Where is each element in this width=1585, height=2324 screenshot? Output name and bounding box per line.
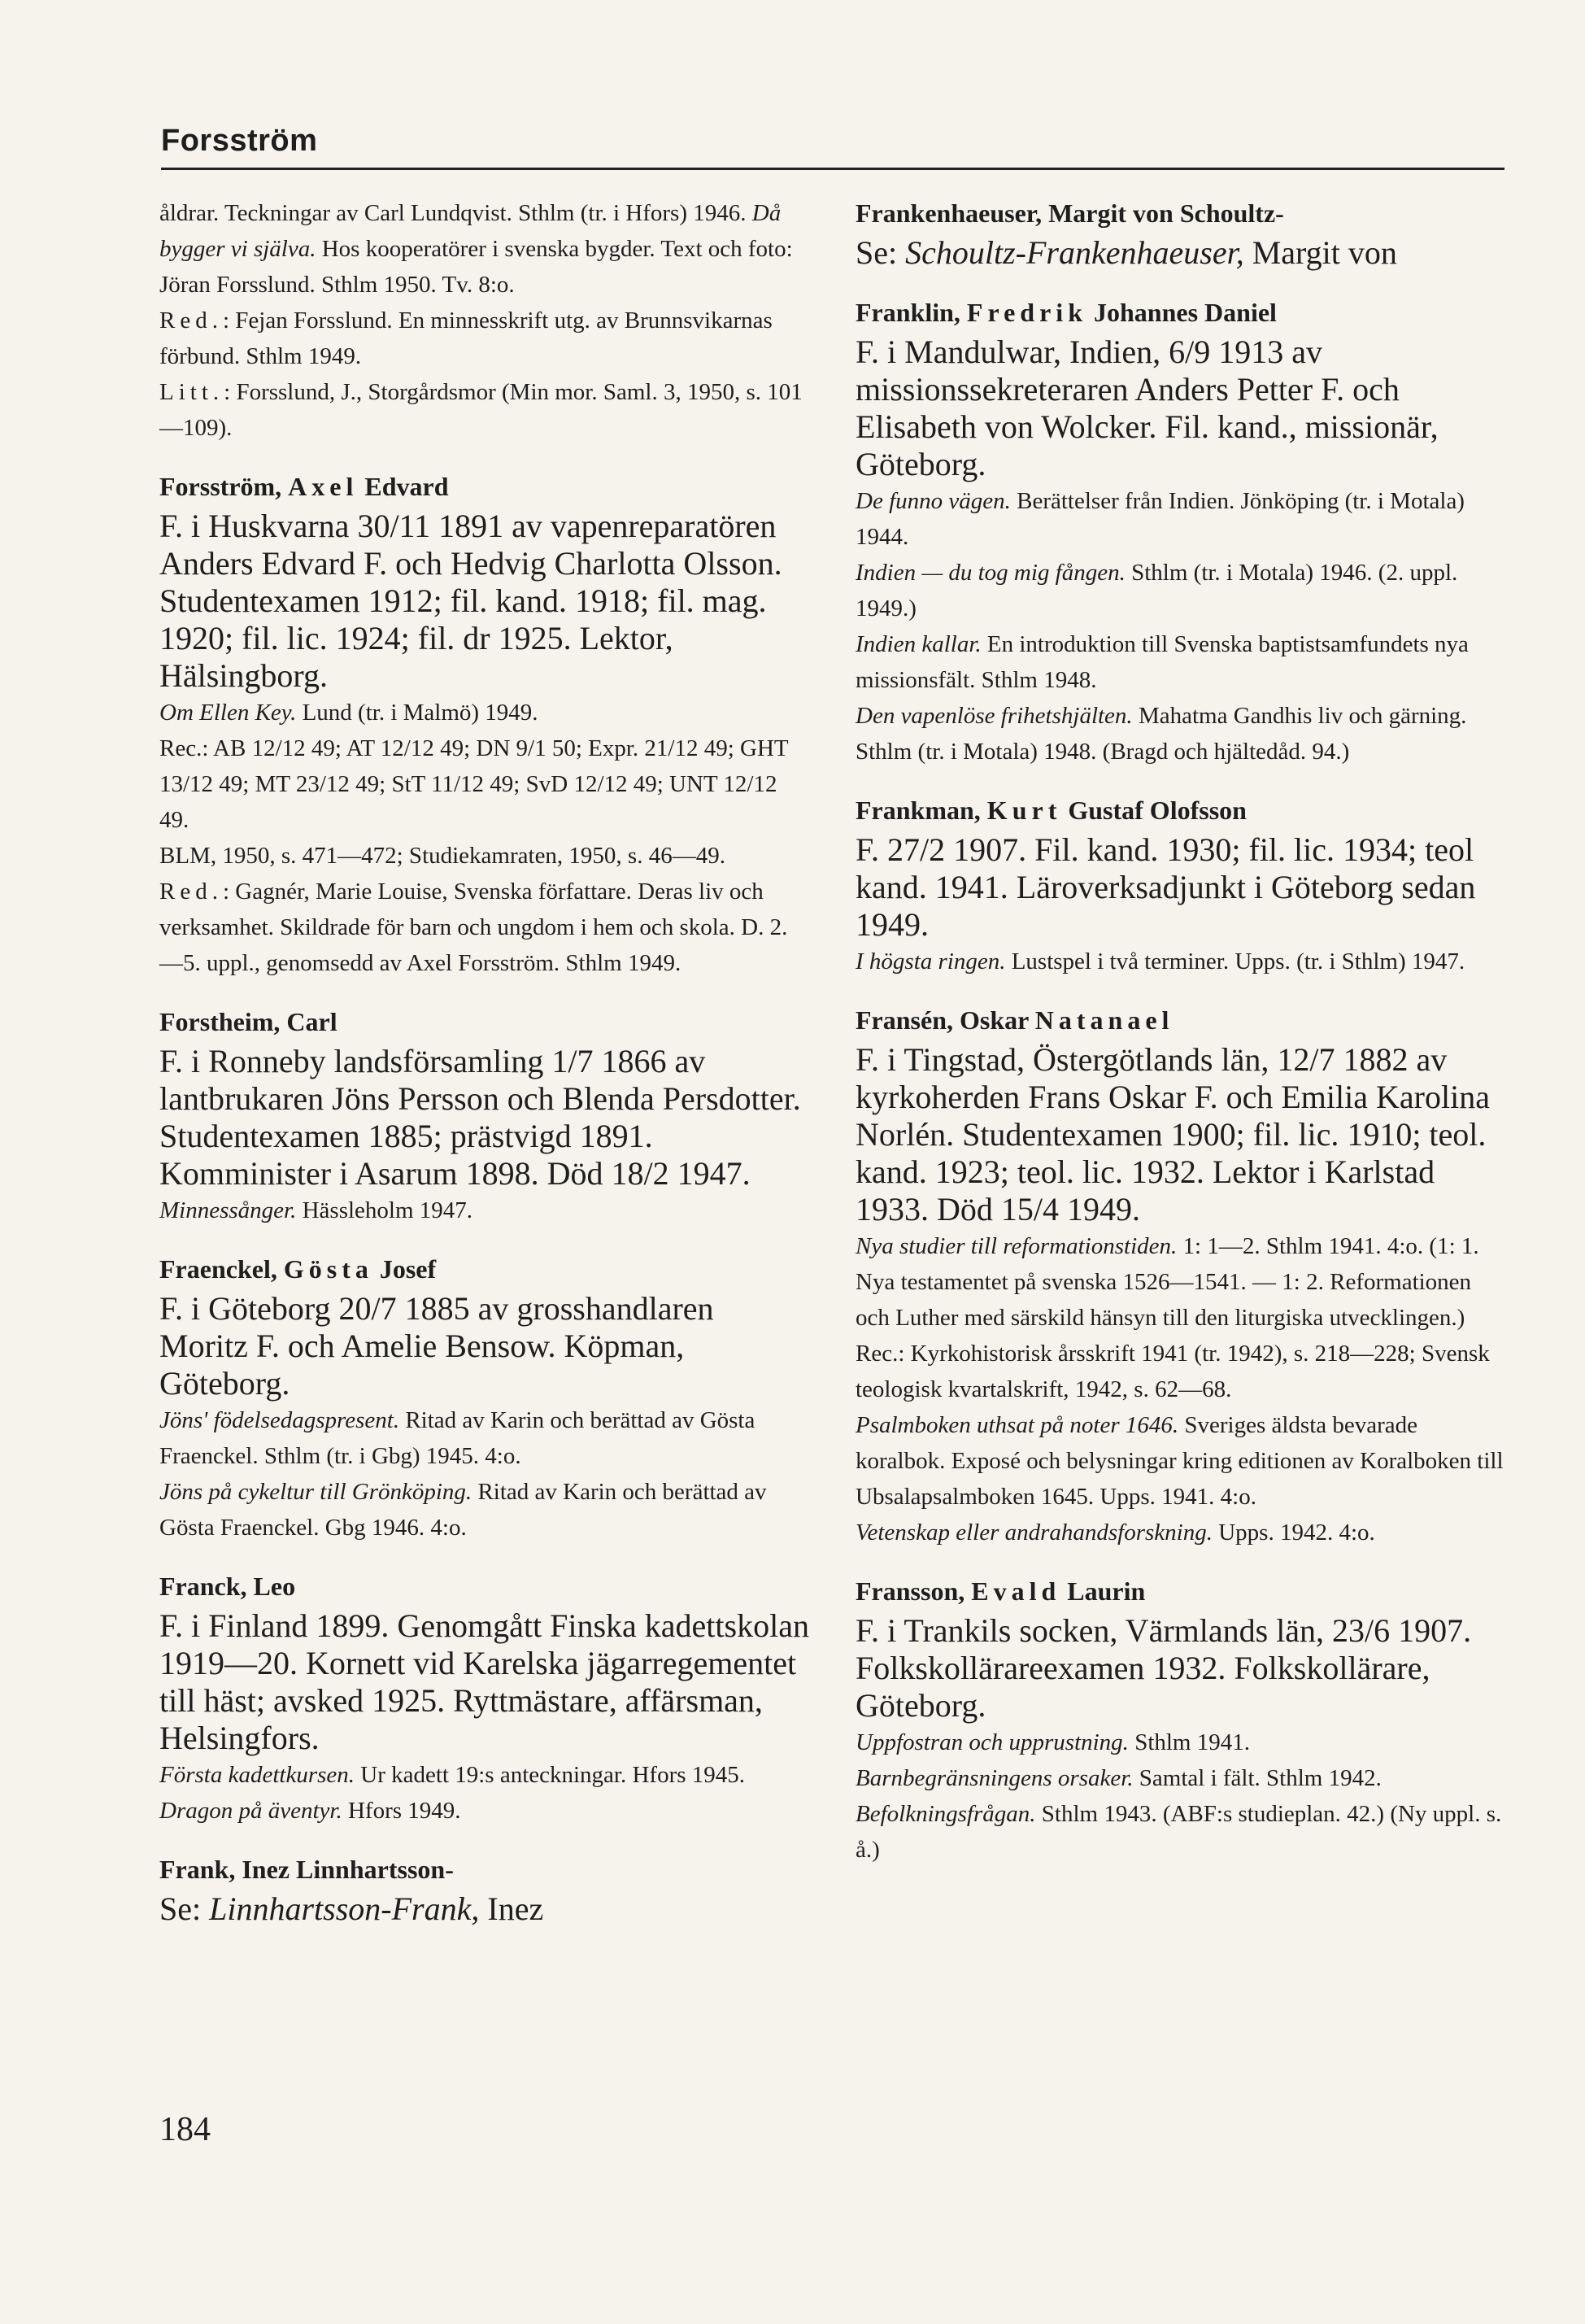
entry-forsstrom: Forsström, Axel Edvard F. i Huskvarna 30/11 1891 av vapenreparatören Anders Edvard F. och Hedvig Charlotta Olsson. Studentexamen 1912; fil. kand. 1918; fil. mag. 1920; fil. lic. 1924; fil. dr 1925. Lektor, Hälsingborg. Om Ellen Key. Lund (tr. i Malmö) 1949. Rec.: AB 12/12 49; AT 12/12 49; DN 9/1 50; Expr. 21/12 49; GHT 13/12 49; MT 23/12 49; StT 11/12 49; SvD 12/12 49; UNT 12/12 49. BLM, 1950, s. 471—472; Studiekamraten, 1950, s. 46—49. Red.: Gagnér, Marie Louise, Svenska författare. Deras liv och verksamhet. Skildrade för barn och ungdom i hem och skola. D. 2.—5. uppl., genomsedd av Axel Forsström. Sthlm 1949. [159,469,810,981]
review-list: BLM, 1950, s. 471—472; Studiekamraten, 1950, s. 46—49. [159,843,725,869]
left-column [159,195,810,1951]
review-list: Rec.: AB 12/12 49; AT 12/12 49; DN 9/1 50; Expr. 21/12 49; GHT 13/12 49; MT 23/12 49; StT 11/12 49; SvD 12/12 49; UNT 12/12 49. [159,735,789,833]
work-title: Uppfostran och upprustning. [856,1729,1129,1755]
entry-franck: Franck, Leo F. i Finland 1899. Genomgått Finska kadettskolan 1919—20. Kornett vid Karelska jägarregementet till häst; avsked 1925. Ryttmästare, affärsman, Helsingfors. Första kadettkursen. Ur kadett 19:s anteckningar. Hfors 1945. Dragon på äventyr. Hfors 1949. [159,1568,810,1829]
right-column [856,195,1509,1890]
entry-bio: F. i Ronneby landsförsamling 1/7 1866 av lantbrukaren Jöns Persson och Blenda Persdotter. Studentexamen 1885; prästvigd 1891. Komminister i Asarum 1898. Död 18/2 1947. [159,1043,801,1192]
work-title: I högsta ringen. [856,948,1006,975]
entry-heading: Forstheim, Carl [159,1007,337,1036]
entry-frank [159,1851,810,1928]
entry-heading: Fraenckel, Gösta Josef [159,1254,437,1284]
work-title: Jöns' födelsedagspresent. [159,1407,400,1433]
entry-heading: Frankenhaeuser, Margit von Schoultz- [856,198,1284,228]
work-title: Då bygger vi själva. [159,200,782,262]
entry-bio: F. i Tingstad, Östergötlands län, 12/7 1882 av kyrkoherden Frans Oskar F. och Emilia Karolina Norlén. Studentexamen 1900; fil. lic. 1910; teol. kand. 1923; teol. lic. 1932. Lektor i Karlstad 1933. Död 15/4 1949. [856,1041,1490,1227]
entry-bio: F. i Trankils socken, Värmlands län, 23/6 1907. Folkskollärareexamen 1932. Folkskollärare, Göteborg. [856,1612,1472,1724]
entry-forstheim: Forstheim, Carl F. i Ronneby landsförsamling 1/7 1866 av lantbrukaren Jöns Persson och Blenda Persdotter. Studentexamen 1885; prästvigd 1891. Komminister i Asarum 1898. Död 18/2 1947. Minnessånger. Hässleholm 1947. [159,1004,810,1228]
work-title: Barnbegränsningens orsaker. [856,1765,1134,1791]
entry-heading: Franklin, Fredrik Johannes Daniel [856,298,1277,327]
work-title: Befolkningsfrågan. [856,1801,1036,1827]
entry-bio: F. i Huskvarna 30/11 1891 av vapenreparatören Anders Edvard F. och Hedvig Charlotta Olsson. Studentexamen 1912; fil. kand. 1918; fil. mag. 1920; fil. lic. 1924; fil. dr 1925. Lektor, Hälsingborg. [159,508,782,694]
entry-heading: Franck, Leo [159,1572,296,1601]
red-label: Red. [159,307,223,334]
work-title: Första kadettkursen. [159,1762,355,1788]
cont-line: åldrar. Teckningar av Carl Lundqvist. Sthlm (tr. i Hfors) 1946. [159,200,747,226]
work-title: Nya studier till reformationstiden. [856,1233,1178,1259]
entry-heading: Forsström, Axel Edvard [159,472,449,501]
work-title: Psalmboken uthsat på noter 1646. [856,1412,1179,1438]
entry-heading: Fransson, Evald Laurin [856,1576,1146,1606]
entry-frankenhaeuser [856,195,1509,272]
cross-reference[interactable]: Se: Schoultz-Frankenhaeuser, Margit von [856,234,1397,271]
page-number: 184 [159,2111,211,2148]
entry-heading: Frankman, Kurt Gustaf Olofsson [856,796,1247,825]
work-title: Om Ellen Key. [159,700,297,726]
work-title: Indien — du tog mig fången. [856,560,1126,586]
entry-heading: Fransén, Oskar Natanael [856,1005,1174,1035]
work-title: Indien kallar. [856,631,982,657]
header-rule [161,168,1504,170]
work-title: Den vapenlöse frihetshjälten. [856,703,1133,729]
entry-bio: F. i Finland 1899. Genomgått Finska kadettskolan 1919—20. Kornett vid Karelska jägarregementet till häst; avsked 1925. Ryttmästare, affärsman, Helsingfors. [159,1607,809,1756]
entry-franklin: Franklin, Fredrik Johannes Daniel F. i Mandulwar, Indien, 6/9 1913 av missionssekreteraren Anders Petter F. och Elisabeth von Wolcker. Fil. kand., missionär, Göteborg. De funno vägen. Berättelser från Indien. Jönköping (tr. i Motala) 1944. Indien — du tog mig fången. Sthlm (tr. i Motala) 1946. (2. uppl. 1949.) Indien kallar. En introduktion till Svenska baptistsamfundets nya missionsfält. Sthlm 1948. Den vapenlöse frihetshjälten. Mahatma Gandhis liv och gärning. Sthlm (tr. i Motala) 1948. (Bragd och hjältedåd. 94.) [856,294,1509,770]
entry-heading: Frank, Inez Linnhartsson- [159,1855,454,1884]
cross-reference[interactable]: Se: Linnhartsson-Frank, Inez [159,1890,544,1927]
work-title: Dragon på äventyr. [159,1798,342,1824]
review-list: Rec.: Kyrkohistorisk årsskrift 1941 (tr. 1942), s. 218—228; Svensk teologisk kvartalskrift, 1942, s. 62—68. [856,1341,1490,1402]
entry-fransen: Fransén, Oskar Natanael F. i Tingstad, Östergötlands län, 12/7 1882 av kyrkoherden Frans Oskar F. och Emilia Karolina Norlén. Studentexamen 1900; fil. lic. 1910; teol. kand. 1923; teol. lic. 1932. Lektor i Karlstad 1933. Död 15/4 1949. Nya studier till reformationstiden. 1: 1—2. Sthlm 1941. 4:o. (1: 1. Nya testamentet på svenska 1526—1541. — 1: 2. Reformationen och Luther med särskild hänsyn till den liturgiska utvecklingen.) Rec.: Kyrkohistorisk årsskrift 1941 (tr. 1942), s. 218—228; Svensk teologisk kvartalskrift, 1942, s. 62—68. Psalmboken uthsat på noter 1646. Sveriges äldsta bevarade koralbok. Exposé och belysningar kring editionen av Koralboken till Ubsalapsalmboken 1645. Upps. 1941. 4:o. Vetenskap eller andrahandsforskning. Upps. 1942. 4:o. [856,1002,1509,1550]
entry-fransson: Fransson, Evald Laurin F. i Trankils socken, Värmlands län, 23/6 1907. Folkskollärareexamen 1932. Folkskollärare, Göteborg. Uppfostran och upprustning. Sthlm 1941. Barnbegränsningens orsaker. Samtal i fält. Sthlm 1942. Befolkningsfrågan. Sthlm 1943. (ABF:s studieplan. 42.) (Ny uppl. s. å.) [856,1573,1509,1868]
work-title: Vetenskap eller andrahandsforskning. [856,1520,1213,1546]
work-title: Minnessånger. [159,1197,297,1223]
entry-frankman: Frankman, Kurt Gustaf Olofsson F. 27/2 1907. Fil. kand. 1930; fil. lic. 1934; teol kand. 1941. Läroverksadjunkt i Göteborg sedan 1949. I högsta ringen. Lustspel i två terminer. Upps. (tr. i Sthlm) 1947. [856,792,1509,979]
entry-continuation: åldrar. Teckningar av Carl Lundqvist. Sthlm (tr. i Hfors) 1946. Då bygger vi själva. Hos kooperatörer i svenska bygder. Text och foto: Jöran Forsslund. Sthlm 1950. Tv. 8:o. Red.: Fejan Forsslund. En minnesskrift utg. av Brunnsvikarnas förbund. Sthlm 1949. Litt.: Forsslund, J., Storgårdsmor (Min mor. Saml. 3, 1950, s. 101—109). [159,200,803,441]
work-title: Jöns på cykeltur till Grönköping. [159,1479,472,1505]
entry-bio: F. 27/2 1907. Fil. kand. 1930; fil. lic. 1934; teol kand. 1941. Läroverksadjunkt i Göteborg sedan 1949. [856,831,1476,943]
work-title: De funno vägen. [856,488,1011,514]
entry-fraenckel: Fraenckel, Gösta Josef F. i Göteborg 20/7 1885 av grosshandlaren Moritz F. och Amelie Bensow. Köpman, Göteborg. Jöns' födelsedagspresent. Ritad av Karin och berättad av Gösta Fraenckel. Sthlm (tr. i Gbg) 1945. 4:o. Jöns på cykeltur till Grönköping. Ritad av Karin och berättad av Gösta Fraenckel. Gbg 1946. 4:o. [159,1251,810,1546]
running-header: Forsström [161,124,318,158]
entry-bio: F. i Mandulwar, Indien, 6/9 1913 av missionssekreteraren Anders Petter F. och Elisabeth von Wolcker. Fil. kand., missionär, Göteborg. [856,334,1439,482]
entry-bio: F. i Göteborg 20/7 1885 av grosshandlaren Moritz F. och Amelie Bensow. Köpman, Göteborg. [159,1290,714,1402]
litt-label: Litt. [159,379,224,405]
red-label: Red. [159,879,223,905]
